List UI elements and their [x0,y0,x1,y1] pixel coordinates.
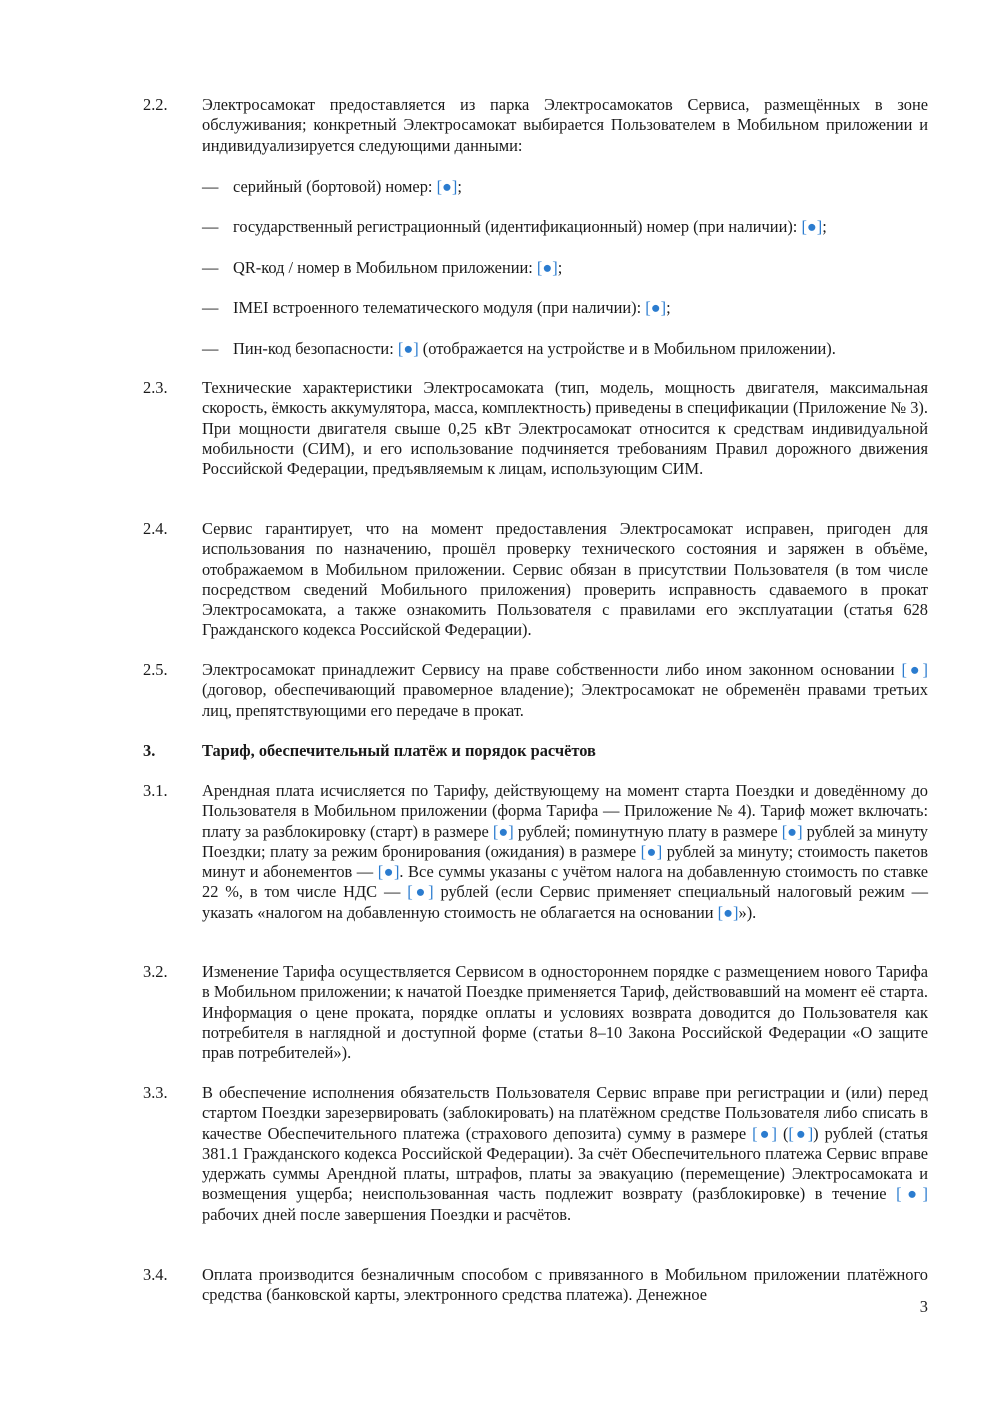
clause-number: 2.3. [143,378,168,397]
placeholder-marker: [●] [752,1123,777,1143]
clause-number: 3.1. [143,781,168,800]
placeholder-marker: [●] [717,902,739,922]
clause-2-3 [143,378,928,479]
list-item-serial-number: — серийный (бортовой) номер: [●]; [202,177,462,196]
clause-2-4 [143,519,928,641]
clause-3-3 [143,1083,928,1225]
clause-3-4 [143,1265,928,1306]
clause-number: 3.4. [143,1265,168,1284]
list-item-registration-number: — государственный регистрационный (идентификационный) номер (при наличии): [●]; [202,217,827,236]
clause-text: Сервис гарантирует, что на момент предоставления Электросамокат исправен, пригоден для использования по назначению, прошёл проверку технического состояния и заряжен в объёме, отображаемом в Мобильном приложении. Сервис обязан в присутствии Пользователя (в том числе посредством сведений Мобильного приложения) проверить исправность сдаваемого в прокат Электросамоката, а также ознакомить Пользователя с правилами его эксплуатации (статья 628 Гражданского кодекса Российской Федерации). [202,519,928,640]
placeholder-marker: [●] [407,882,434,902]
clause-number: 2.5. [143,660,168,679]
clause-text: В обеспечение исполнения обязательств Пользователя Сервис вправе при регистрации и (или) перед стартом Поездки зарезервировать (заблокировать) на платёжном средстве Пользователя либо списать в качестве Обеспечительного платежа (страхового депозита) сумму в размере [●] ([●]) рублей (статья 381.1 Гражданского кодекса Российской Федерации). За счёт Обеспечительного платежа Сервис вправе удержать суммы Арендной платы, штрафов, платы за эвакуацию (перемещение) Электросамоката и возмещения ущерба; неиспользованная часть подлежит возврату (разблокировке) в течение [●] рабочих дней после завершения Поездки и расчётов. [202,1083,928,1224]
clause-number: 2.2. [143,95,168,114]
placeholder-marker: [●] [896,1184,928,1204]
placeholder-marker: [●] [397,339,419,358]
clause-3-1 [143,781,928,923]
placeholder-marker: [●] [781,821,803,841]
placeholder-marker: [●] [640,841,663,861]
clause-number: 3.2. [143,962,168,981]
placeholder-marker: [●] [801,217,823,236]
clause-number: 3.3. [143,1083,168,1102]
list-item-imei: — IMEI встроенного телематического модуля (при наличии): [●]; [202,298,671,317]
placeholder-marker: [●] [645,298,667,317]
clause-text: Электросамокат принадлежит Сервису на праве собственности либо ином законном основании [●] (договор, обеспечивающий правомерное владение); Электросамокат не обременён правами третьих лиц, препятствующими его передаче в прокат. [202,660,928,720]
placeholder-marker: [●] [788,1123,814,1143]
clause-3-2 [143,962,928,1063]
clause-text: Технические характеристики Электросамоката (тип, модель, мощность двигателя, максимальная скорость, ёмкость аккумулятора, масса, комплектность) приведены в спецификации (Приложение № 3). При мощности двигателя свыше 0,25 кВт Электросамокат относится к средствам индивидуальной мобильности (СИМ), и его использование подчиняется требованиям Правил дорожного движения Российской Федерации, предъявляемым к лицам, использующим СИМ. [202,378,928,479]
section-number: 3. [143,741,156,760]
section-heading [143,741,928,761]
placeholder-marker: [●] [492,821,514,841]
list-item-qr-code: — QR-код / номер в Мобильном приложении: [●]; [202,258,563,277]
clause-text: Оплата производится безналичным способом с привязанного в Мобильном приложении платёжного средства (банковской карты, электронного средства платежа). Денежное [202,1265,928,1305]
clause-text: Арендная плата исчисляется по Тарифу, действующему на момент старта Поездки и доведённому до Пользователя в Мобильном приложении (форма Тарифа — Приложение № 4). Тариф может включать: плату за разблокировку (старт) в размере [●] рублей; поминутную плату в размере [●] рублей за минуту Поездки; плату за режим бронирования (ожидания) в размере [●] рублей за минуту; стоимость пакетов минут и абонементов — [●]. Все суммы указаны с учётом налога на добавленную стоимость по ставке 22 %, в том числе НДС — [●] рублей (если Сервис применяет специальный налоговый режим — указать «налогом на добавленную стоимость не облагается на основании [●]»). [202,781,928,922]
clause-2-5 [143,660,928,721]
clause-2-2 [143,95,928,156]
clause-text: Электросамокат предоставляется из парка Электросамокатов Сервиса, размещённых в зоне обслуживания; конкретный Электросамокат выбирается Пользователем в Мобильном приложении и индивидуализируется следующими данными: [202,95,928,155]
placeholder-marker: [●] [436,177,458,196]
list-item-pin-code: — Пин-код безопасности: [●] (отображается на устройстве и в Мобильном приложении). [202,339,836,358]
section-title: Тариф, обеспечительный платёж и порядок расчётов [202,741,596,760]
placeholder-marker: [●] [536,258,558,277]
clause-number: 2.4. [143,519,168,538]
placeholder-marker: [●] [377,862,400,882]
placeholder-marker: [●] [901,660,928,679]
page-number: 3 [919,1297,928,1316]
clause-text: Изменение Тарифа осуществляется Сервисом в одностороннем порядке с размещением нового Тарифа в Мобильном приложении; к начатой Поездке применяется Тариф, действовавший на момент её старта. Информация о цене проката, порядке оплаты и условиях возврата доводится до Пользователя как потребителя в наглядной и доступной форме (статьи 8–10 Закона Российской Федерации «О защите прав потребителей»). [202,962,928,1063]
